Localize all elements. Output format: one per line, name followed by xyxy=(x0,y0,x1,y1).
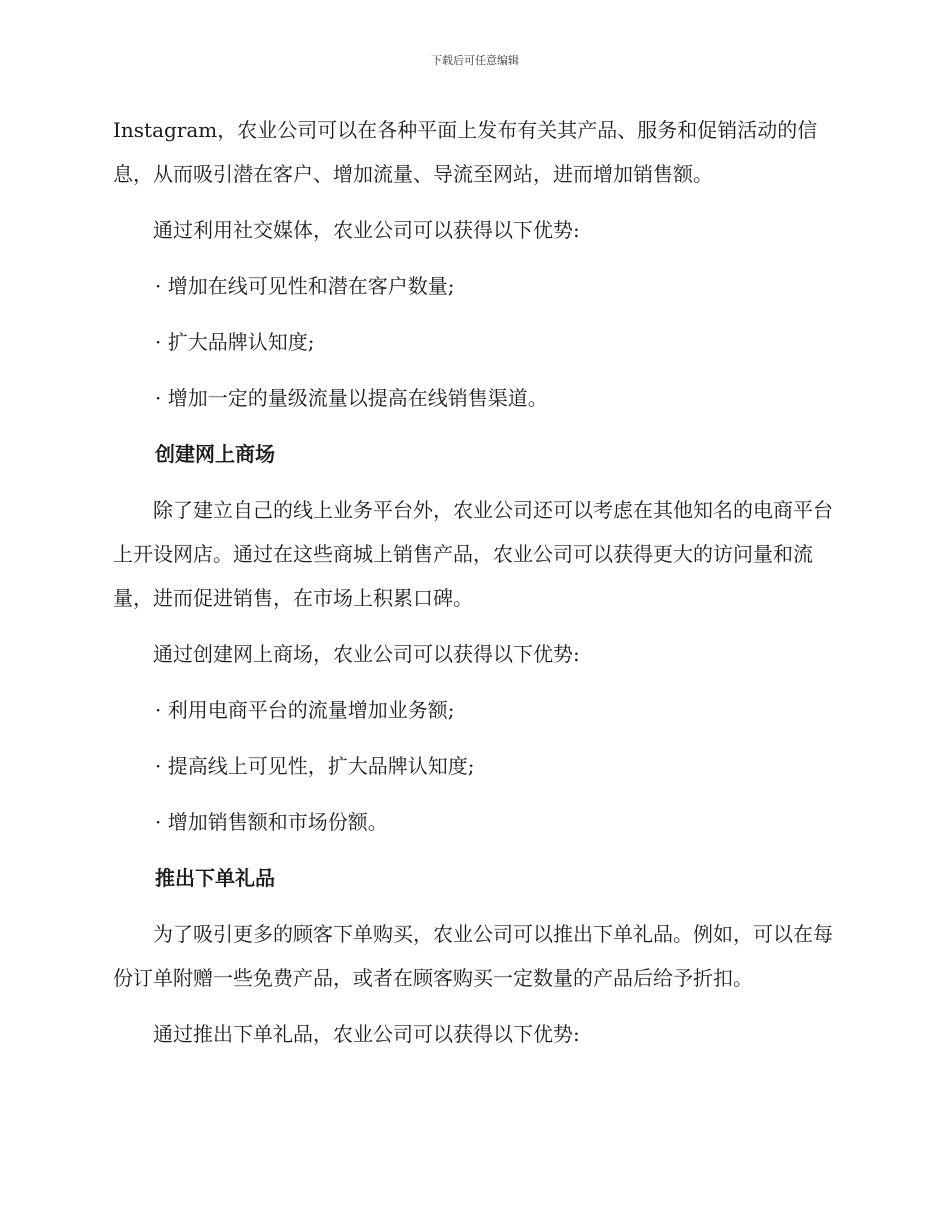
bullet-item: · 增加在线可见性和潜在客户数量; xyxy=(155,274,455,298)
paragraph-online-mall-advantages: 通过创建网上商场，农业公司可以获得以下优势: xyxy=(153,642,580,666)
paragraph-social-media-advantages: 通过利用社交媒体，农业公司可以获得以下优势: xyxy=(153,218,580,242)
paragraph-order-gifts-advantages: 通过推出下单礼品，农业公司可以获得以下优势: xyxy=(153,1022,580,1046)
section-heading-order-gifts: 推出下单礼品 xyxy=(155,866,275,890)
bullet-item: · 提高线上可见性，扩大品牌认知度; xyxy=(155,754,475,778)
paragraph-order-gifts: 为了吸引更多的顾客下单购买，农业公司可以推出下单礼品。例如，可以在每份订单附赠一些免费产品，或者在顾客购买一定数量的产品后给予折扣。 xyxy=(113,922,833,990)
paragraph-online-mall: 除了建立自己的线上业务平台外，农业公司还可以考虑在其他知名的电商平台上开设网店。通过在这些商城上销售产品，农业公司可以获得更大的访问量和流量，进而促进销售，在市场上积累口碑。 xyxy=(113,498,833,610)
document-body xyxy=(113,108,833,1068)
bullet-item: · 扩大品牌认知度; xyxy=(155,330,315,354)
paragraph-instagram: Instagram，农业公司可以在各种平面上发布有关其产品、服务和促销活动的信息，从而吸引潜在客户、增加流量、导流至网站，进而增加销售额。 xyxy=(113,118,818,186)
bullet-item: · 增加一定的量级流量以提高在线销售渠道。 xyxy=(155,386,548,410)
bullet-item: · 增加销售额和市场份额。 xyxy=(155,810,388,834)
page-header: 下载后可任意编辑 xyxy=(431,54,519,67)
section-heading-online-mall: 创建网上商场 xyxy=(155,442,275,466)
bullet-item: · 利用电商平台的流量增加业务额; xyxy=(155,698,455,722)
